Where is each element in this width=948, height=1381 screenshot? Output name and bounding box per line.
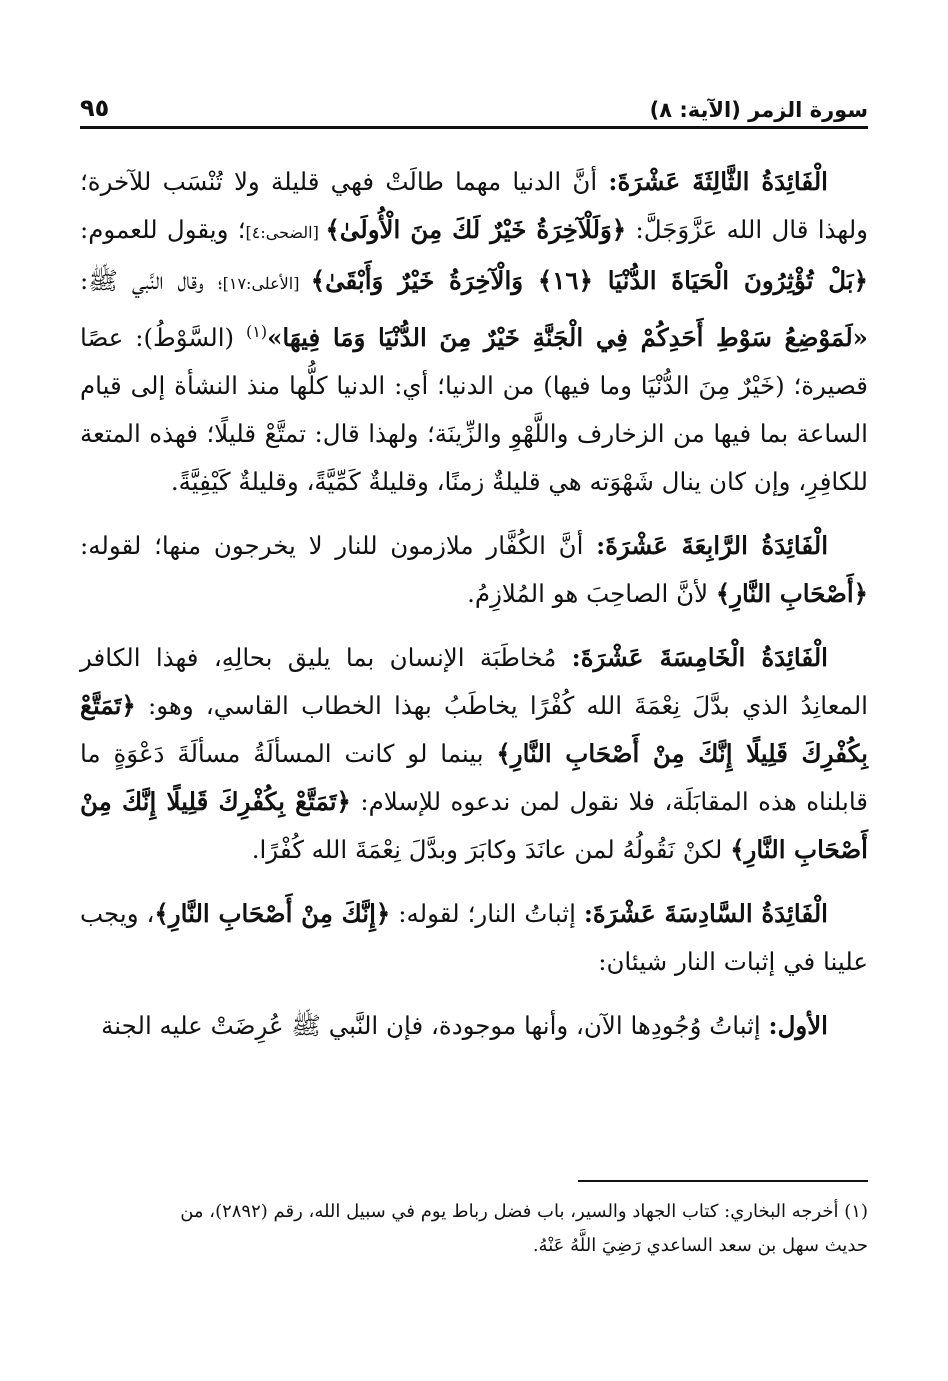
text-span: لأنَّ الصاحِبَ هو المُلازِمُ. (467, 579, 716, 609)
benefit-heading: الْفَائِدَةُ الرَّابِعَةَ عَشْرَةَ: (596, 531, 829, 561)
paragraph-first-point (80, 1002, 868, 1050)
paragraph-benefit-16 (80, 890, 868, 986)
text-span: ؛ ويقول للعموم: (80, 215, 246, 244)
text-span: أنَّ الكُفَّار ملازمون للنار لا يخرجون منها؛ لقوله: (80, 531, 597, 561)
benefit-heading: الْفَائِدَةُ الثَّالِثَةَ عَشْرَةَ: (608, 167, 828, 196)
paragraph-benefit-15 (80, 634, 868, 874)
footnote-line: (١) أخرجه البخاري: كتاب الجهاد والسير، باب فضل رباط يوم في سبيل الله، رقم (٢٨٩٢)، من (180, 1201, 868, 1222)
quran-quote: ﴿تَمَتَّعْ بِكُفْرِكَ قَلِيلًا إِنَّكَ مِنْ أَصْحَابِ النَّارِ﴾ (80, 787, 868, 865)
benefit-heading: الْفَائِدَةُ الْخَامِسَةَ عَشْرَةَ: (571, 643, 828, 673)
quran-quote: ﴿وَلَلْآخِرَةُ خَيْرٌ لَكَ مِنَ الْأُولَىٰ﴾ (325, 215, 627, 244)
text-span: ، ويجب علينا في إثبات النار شيئان: (80, 899, 868, 977)
text-span: أنَّ الدنيا مهما طالَتْ فهي قليلة ولا تُنْسَب للآخرة؛ ولهذا قال الله عَزَّوَجَلَّ: (80, 167, 868, 244)
footnote (80, 1195, 868, 1263)
main-text (80, 158, 868, 1066)
footnote-divider (578, 1180, 868, 1182)
text-span: إثباتُ وُجُودِها الآن، وأنها موجودة، فإن النَّبي ﷺ عُرِضَتْ عليه الجنة (101, 1011, 769, 1041)
paragraph-benefit-13 (80, 158, 868, 506)
verse-reference: [الأعلى:١٧] (222, 274, 311, 293)
quran-quote: ﴿تَمَتَّعْ بِكُفْرِكَ قَلِيلًا إِنَّكَ مِنْ أَصْحَابِ النَّارِ﴾ (80, 691, 868, 769)
text-span: (السَّوْطُ): عصًا قصيرة؛ (خَيْرٌ مِنَ الدُّنْيَا وما فيها) من الدنيا؛ أي: الدنيا كلُّها منذ النشأة إلى قيام الساعة بما فيها من الزخارف واللَّهْوِ والزِّينَة؛ ولهذا قال: تمتَّعْ قليلًا؛ فهذه المتعة للكافِرِ، وإن كان ينال شَهْوَته هي قليلةٌ زمنًا، وقليلةٌ كَمِّيَّةً، وقليلةٌ كَيْفِيَّةً. (80, 323, 868, 497)
footnote-marker: (١) (245, 322, 268, 341)
quran-quote: ﴿أَصْحَابِ النَّارِ﴾ (715, 579, 868, 609)
hadith-quote: «لَمَوْضِعُ سَوْطِ أَحَدِكُمْ فِي الْجَنَّةِ خَيْرٌ مِنَ الدُّنْيَا وَمَا فِيهَا» (267, 323, 868, 353)
quran-quote: ﴿بَلْ تُؤْثِرُونَ الْحَيَاةَ الدُّنْيَا ﴿١٦﴾ وَالْآخِرَةُ خَيْرٌ وَأَبْقَىٰ﴾ (310, 266, 868, 295)
verse-reference: [الضحى:٤] (245, 223, 326, 242)
running-title: سورة الزمر (الآية: ٨) (649, 98, 868, 122)
page-number: ٩٥ (80, 94, 110, 122)
text-span: مُخاطَبَة الإنسان بما يليق بحالِهِ، فهذا الكافر المعانِدُ الذي بدَّلَ نِعْمَةَ الله كُفْرًا يخاطَبُ بهذا الخطاب القاسي، وهو: (80, 643, 868, 721)
quran-quote: ﴿إِنَّكَ مِنْ أَصْحَابِ النَّارِ﴾ (154, 899, 391, 929)
text-span: لكنْ نَقُولُهُ لمن عانَدَ وكابَرَ وبدَّلَ نِعْمَةَ الله كُفْرًا. (251, 835, 731, 865)
text-span: إثباتُ النار؛ لقوله: (390, 899, 584, 929)
text-span: بينما لو كانت المسألَةُ مسألَةَ دَعْوَةٍ ما قابلناه هذه المقابَلَة، فلا نقول لمن ندعوه للإسلام: (80, 739, 868, 817)
page-header (80, 82, 868, 129)
point-heading: الأول: (768, 1011, 828, 1041)
paragraph-benefit-14 (80, 522, 868, 618)
benefit-heading: الْفَائِدَةُ السَّادِسَةَ عَشْرَةَ: (583, 899, 828, 929)
text-span: ؛ وقال النَّبي ﷺ: (80, 266, 223, 295)
footnote-line: حديث سهل بن سعد الساعدي رَضِيَ اللَّهُ عَنْهُ. (532, 1235, 868, 1256)
